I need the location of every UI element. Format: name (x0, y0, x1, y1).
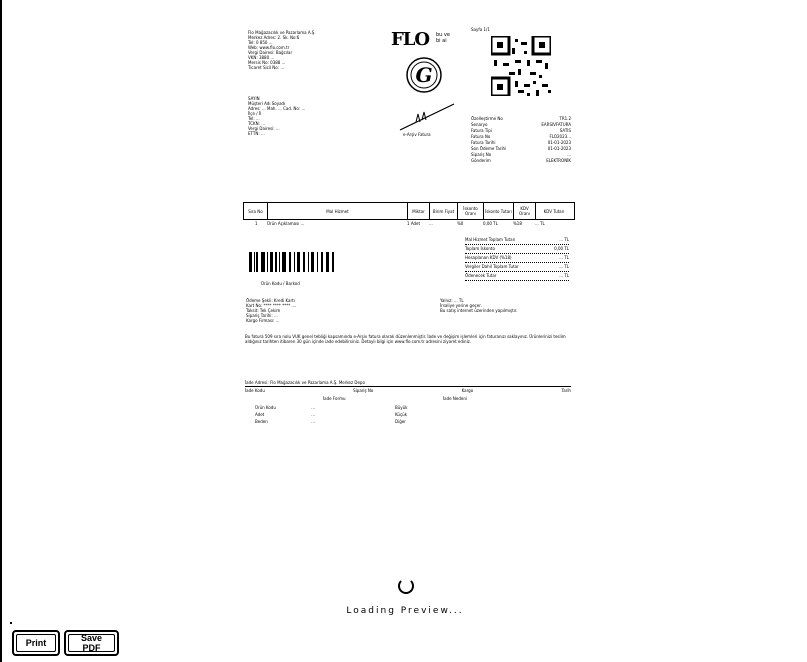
total-label: Vergiler Dahil Toplam Tutar (465, 264, 519, 269)
table-row (255, 221, 573, 226)
page-label: Sayfa 1/1 (471, 27, 490, 32)
seller-line: Mersis No: 0388 ... (248, 60, 286, 65)
meta-key: Fatura No (471, 134, 491, 139)
table-header-cell: KDV Tutarı (543, 208, 565, 214)
total-row (465, 263, 569, 272)
table-cell: 1 Adet (407, 221, 421, 226)
meta-value: TR1.2 (559, 116, 571, 121)
return-column-label: İade Kodu (245, 388, 265, 393)
total-label: Mal Hizmet Toplam Tutarı (465, 237, 516, 242)
payment-note-line: İrsaliye yerine geçer. (440, 303, 482, 308)
meta-value: 01-01-2023 (547, 146, 571, 151)
meta-value: FLO2023... (549, 134, 571, 139)
seller-line: Merkez Adres: 2. Sk. No:6 (248, 35, 300, 40)
loading-spinner-icon (398, 578, 414, 594)
table-header-cell: Mal Hizmet (268, 203, 408, 219)
gib-emblem-icon (405, 56, 443, 94)
total-row (465, 245, 569, 254)
svg-text:G: G (415, 63, 433, 87)
meta-key: Sipariş No (471, 152, 492, 157)
return-columns (245, 388, 571, 396)
signature-label: e-Arşiv Fatura (403, 132, 431, 137)
total-label: Hesaplanan KDV (%18) (465, 255, 512, 260)
return-address: İade Adresi: Flo Mağazacılık ve Pazarlama A.Ş. Merkez Depo (245, 380, 571, 387)
payment-line: Taksit: Tek Çekim (246, 308, 281, 313)
meta-key: Fatura Tarihi (471, 140, 496, 145)
invoice-meta (471, 116, 571, 164)
return-reason (395, 411, 435, 418)
return-column-label: Kargo (461, 388, 474, 393)
meta-value: EARSIVFATURA (541, 122, 571, 127)
table-header-cell: Sıra No (244, 203, 268, 219)
seller-line: VKN: 3880 ... (248, 55, 275, 60)
legal-paragraph: Bu fatura 509 sıra nolu VUK genel tebliği kapsamında e-Arşiv fatura olarak düzenlenmiştir. İade ve değişim işlemleri için faturanızı saklayınız. Ürünlerinizi teslim aldığınız tarihten itibaren 30 gün içinde iade edebilirsiniz. Detaylı bilgi için www.flo.com.tr adresini ziyaret ediniz. (245, 334, 566, 344)
return-field-value: ... (311, 419, 315, 424)
return-field-label: Adet (255, 412, 265, 417)
return-form-fields (255, 404, 315, 425)
return-field-label: Ürün Kodu (255, 405, 276, 410)
total-row (465, 254, 569, 263)
buyer-line: İlçe / İl (248, 111, 262, 116)
seller-line: Vergi Dairesi: Bağcılar (248, 50, 293, 55)
return-reason (395, 404, 435, 411)
brand-logo-sub-line: bi ai (436, 38, 447, 44)
return-form-title: İade Formu (323, 396, 346, 401)
return-column-label: Sipariş No (353, 388, 374, 393)
total-value: ... TL (559, 264, 569, 269)
status-dot-icon (10, 622, 12, 624)
return-field (255, 411, 315, 418)
table-cell: %0 (457, 221, 464, 226)
buyer-line: Adres: ... Mah. ... Cad. No: ... (248, 106, 306, 111)
buyer-line: Vergi Dairesi: ... (248, 126, 280, 131)
brand-logo-sub-line: bu ve (436, 32, 450, 38)
return-field (255, 404, 315, 411)
table-cell: ... TL (535, 221, 545, 226)
return-reason-label: Büyük (395, 405, 408, 410)
seller-line: Flo Mağazacılık ve Pazarlama A.Ş. (248, 30, 316, 35)
invoice-document (243, 24, 573, 436)
table-cell: %18 (513, 221, 522, 226)
total-value: 0,00 TL (554, 246, 569, 251)
payment-line: Sipariş Tarihi: ... (246, 313, 278, 318)
save-pdf-button[interactable]: Save PDF (64, 630, 119, 656)
meta-row (471, 158, 571, 164)
total-value: ... TL (559, 237, 569, 242)
table-header-cell: Miktar (408, 203, 430, 219)
barcode-label: Ürün Kodu / Barkod (261, 281, 300, 286)
signature-icon (398, 100, 458, 132)
payment-line: Kart No: **** **** **** .... (246, 303, 297, 308)
items-table-header (243, 202, 575, 220)
buyer-line: Tel: ... (248, 116, 260, 121)
table-cell: 0,00 TL (483, 221, 498, 226)
table-header-cell: KDV Oranı (514, 203, 536, 219)
qr-code-icon (491, 36, 551, 96)
table-cell: 1 (255, 221, 258, 226)
meta-value: 01-01-2023 (547, 140, 571, 145)
buyer-line: Müşteri Adı Soyadı (248, 101, 286, 106)
total-row (465, 236, 569, 245)
buyer-line: TCKN: ... (248, 121, 266, 126)
meta-value: ELEKTRONİK (546, 158, 571, 163)
meta-value: SATIS (559, 128, 571, 133)
return-reason (395, 418, 435, 425)
barcode-icon (249, 252, 337, 272)
payment-info (246, 298, 431, 323)
payment-line: Kargo Firması: ... (246, 318, 280, 323)
buyer-line: ETTN: ... (248, 131, 265, 136)
table-header-cell: Birim Fiyat (430, 203, 458, 219)
total-value: ... TL (559, 273, 569, 278)
seller-line: Ticaret Sicil No: ... (248, 65, 285, 70)
total-label: Toplam İskonto (465, 246, 495, 251)
meta-key: Gönderim (471, 158, 491, 163)
meta-key: Özelleştirme No (471, 116, 503, 121)
table-cell: ... (429, 221, 433, 226)
return-column-label: Tarih (561, 388, 571, 393)
buyer-info (248, 96, 388, 136)
totals-box (465, 236, 569, 281)
meta-key: Son Ödeme Tarihi (471, 146, 507, 151)
return-reason-title: İade Nedeni (443, 396, 468, 401)
table-header-cell: İskonto Tutarı (484, 203, 514, 219)
return-field (255, 418, 315, 425)
seller-info (248, 30, 366, 70)
payment-notes (440, 298, 568, 313)
meta-key: Fatura Tipi (471, 128, 492, 133)
return-reason-label: Diğer (395, 419, 406, 424)
seller-line: Tel: 0 850 ... (248, 40, 273, 45)
window-left-border (0, 0, 2, 662)
return-reason-label: Küçük (395, 412, 408, 417)
print-button[interactable]: Print (12, 630, 60, 656)
brand-logo-sub (436, 32, 450, 44)
payment-line: Ödeme Şekli: Kredi Kartı (246, 298, 295, 303)
payment-note-line: Bu satış internet üzerinden yapılmıştır. (440, 308, 518, 313)
total-row (465, 272, 569, 281)
brand-logo: FLO (391, 29, 430, 50)
return-field-label: Beden (255, 419, 268, 424)
seller-line: Web: www.flo.com.tr (248, 45, 290, 50)
table-header-cell: İskonto Oranı (458, 203, 484, 219)
table-cell: Ürün Açıklaması ... (267, 221, 305, 226)
total-value: ... TL (559, 255, 569, 260)
meta-key: Senaryo (471, 122, 488, 127)
buyer-line: SAYIN (248, 96, 260, 101)
return-field-value: ... (311, 412, 315, 417)
total-label: Ödenecek Tutar (465, 273, 497, 278)
loading-text: Loading Preview... (346, 606, 464, 616)
payment-note-line: Yalnız: ... TL (440, 298, 464, 303)
return-field-value: ... (311, 405, 315, 410)
meta-value: ... (567, 152, 571, 157)
return-reason-fields (395, 404, 435, 425)
